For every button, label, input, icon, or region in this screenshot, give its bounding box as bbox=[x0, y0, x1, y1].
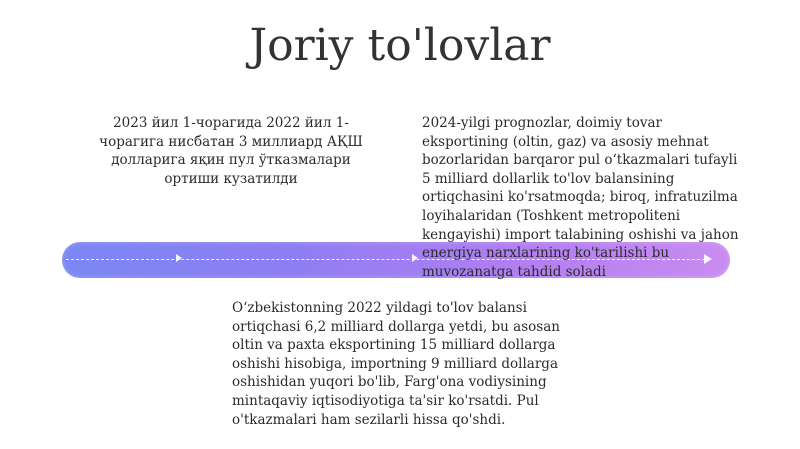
page-title: Joriy to'lovlar bbox=[249, 20, 551, 71]
timeline-marker-1 bbox=[176, 254, 182, 262]
timeline-event-2: 2024-yilgi prognozlar, doimiy tovar eksportining (oltin, gaz) va asosiy mehnat bozorlaridan barqaror pul o‘tkazmalari tufayli 5 milliard dollarlik to'lov balansining ortiqchasini ko'rsatmoqda; biroq, infratuzilma loyihalaridan (Toshkent metropoliteni kengayishi) import talabining oshishi va jahon energiya narxlarining ko'tarilishi bu muvozanatga tahdid soladi bbox=[422, 115, 739, 280]
timeline-marker-2 bbox=[412, 254, 418, 262]
timeline-event-1: 2023 йил 1-чорагида 2022 йил 1-чорагига нисбатан 3 миллиард АҚШ долларига яқин пул ўтказмалари ортиши кузатилди bbox=[99, 115, 363, 187]
timeline-event-3: O‘zbekistonning 2022 yildagi to'lov balansi ortiqchasi 6,2 milliard dollarga yetdi, bu asosan oltin va paxta eksportining 15 milliard dollarga oshishi hisobiga, importning 9 milliard dollarga oshishidan yuqori bo'lib, Farg'ona vodiysining mintaqaviy iqtisodiyotiga ta'sir ko'rsatdi. Pul o'tkazmalari ham sezilarli hissa qo'shdi. bbox=[232, 300, 560, 428]
